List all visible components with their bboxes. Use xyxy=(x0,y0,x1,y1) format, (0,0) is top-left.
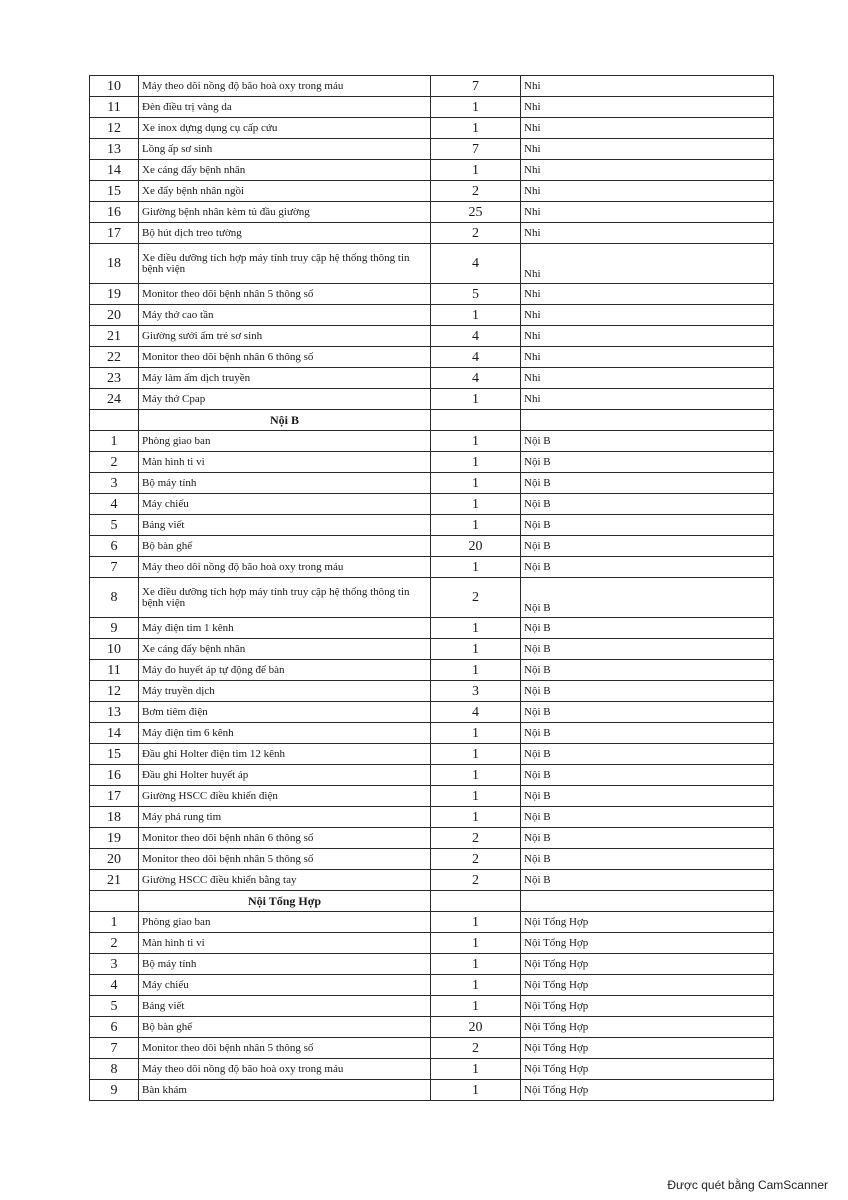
table-row xyxy=(90,97,774,118)
quantity-cell: 1 xyxy=(431,618,521,639)
department-cell: Nội B xyxy=(521,618,774,639)
department-cell: Nhi xyxy=(521,118,774,139)
quantity-cell: 1 xyxy=(431,723,521,744)
quantity-cell: 1 xyxy=(431,473,521,494)
row-number-cell: 20 xyxy=(90,305,139,326)
row-number-cell: 21 xyxy=(90,326,139,347)
item-name-cell: Giường HSCC điều khiển bằng tay xyxy=(139,870,431,891)
quantity-cell: 2 xyxy=(431,223,521,244)
camscanner-footer: Được quét bằng CamScanner xyxy=(667,1178,828,1192)
table-row xyxy=(90,160,774,181)
table-row xyxy=(90,786,774,807)
row-number-cell: 24 xyxy=(90,389,139,410)
department-cell: Nội B xyxy=(521,849,774,870)
item-name-cell: Máy chiếu xyxy=(139,975,431,996)
department-cell: Nội B xyxy=(521,828,774,849)
department-cell: Nhi xyxy=(521,181,774,202)
department-cell: Nội B xyxy=(521,807,774,828)
item-name-cell: Xe điều dưỡng tích hợp máy tính truy cập hệ thống thông tin bệnh viện xyxy=(139,578,431,618)
quantity-cell: 2 xyxy=(431,181,521,202)
table-row xyxy=(90,305,774,326)
table-row xyxy=(90,870,774,891)
quantity-cell: 1 xyxy=(431,954,521,975)
equipment-table xyxy=(89,75,774,1101)
row-number-cell: 18 xyxy=(90,244,139,284)
section-header-row xyxy=(90,891,774,912)
quantity-cell: 20 xyxy=(431,1017,521,1038)
row-number-cell: 11 xyxy=(90,97,139,118)
table-row xyxy=(90,1017,774,1038)
item-name-cell: Bảng viết xyxy=(139,515,431,536)
row-number-cell: 2 xyxy=(90,452,139,473)
section-header-row xyxy=(90,410,774,431)
department-cell: Nội B xyxy=(521,681,774,702)
row-number-cell: 3 xyxy=(90,954,139,975)
item-name-cell: Xe cáng đẩy bệnh nhân xyxy=(139,160,431,181)
quantity-cell: 2 xyxy=(431,849,521,870)
quantity-cell: 1 xyxy=(431,494,521,515)
quantity-cell: 1 xyxy=(431,431,521,452)
department-cell: Nội B xyxy=(521,639,774,660)
table-row xyxy=(90,557,774,578)
row-number-cell: 17 xyxy=(90,223,139,244)
quantity-cell: 1 xyxy=(431,996,521,1017)
quantity-cell: 1 xyxy=(431,975,521,996)
department-cell: Nhi xyxy=(521,389,774,410)
item-name-cell: Monitor theo dõi bệnh nhân 5 thông số xyxy=(139,849,431,870)
item-name-cell: Xe đẩy bệnh nhân ngồi xyxy=(139,181,431,202)
table-row xyxy=(90,202,774,223)
department-cell: Nội B xyxy=(521,723,774,744)
quantity-cell: 1 xyxy=(431,97,521,118)
quantity-cell: 4 xyxy=(431,368,521,389)
quantity-cell: 5 xyxy=(431,284,521,305)
row-number-cell: 13 xyxy=(90,139,139,160)
table-row xyxy=(90,494,774,515)
quantity-cell: 2 xyxy=(431,1038,521,1059)
department-cell: Nội B xyxy=(521,452,774,473)
item-name-cell: Xe inox dựng dụng cụ cấp cứu xyxy=(139,118,431,139)
row-number-cell: 14 xyxy=(90,160,139,181)
table-row xyxy=(90,181,774,202)
table-row xyxy=(90,389,774,410)
table-row xyxy=(90,473,774,494)
department-cell: Nhi xyxy=(521,76,774,97)
department-cell: Nội Tổng Hợp xyxy=(521,996,774,1017)
department-cell: Nội B xyxy=(521,431,774,452)
row-number-cell: 11 xyxy=(90,660,139,681)
item-name-cell: Máy thở cao tần xyxy=(139,305,431,326)
department-cell: Nhi xyxy=(521,97,774,118)
item-name-cell: Monitor theo dõi bệnh nhân 5 thông số xyxy=(139,1038,431,1059)
quantity-cell: 7 xyxy=(431,139,521,160)
department-cell: Nhi xyxy=(521,305,774,326)
quantity-cell: 1 xyxy=(431,305,521,326)
row-number-cell: 12 xyxy=(90,681,139,702)
item-name-cell: Màn hình ti vi xyxy=(139,452,431,473)
row-number-cell: 7 xyxy=(90,557,139,578)
row-number-cell: 21 xyxy=(90,870,139,891)
item-name-cell: Máy theo dõi nồng độ bão hoà oxy trong máu xyxy=(139,1059,431,1080)
department-cell: Nhi xyxy=(521,244,774,284)
row-number-cell: 16 xyxy=(90,765,139,786)
item-name-cell: Bộ máy tính xyxy=(139,473,431,494)
quantity-cell: 4 xyxy=(431,326,521,347)
row-number-cell: 6 xyxy=(90,536,139,557)
quantity-cell: 2 xyxy=(431,828,521,849)
table-row xyxy=(90,76,774,97)
table-row xyxy=(90,139,774,160)
department-cell: Nhi xyxy=(521,202,774,223)
item-name-cell: Bộ hút dịch treo tường xyxy=(139,223,431,244)
department-cell: Nội B xyxy=(521,786,774,807)
department-cell: Nội B xyxy=(521,494,774,515)
department-cell: Nội Tổng Hợp xyxy=(521,954,774,975)
department-cell: Nội B xyxy=(521,660,774,681)
table-row xyxy=(90,681,774,702)
item-name-cell: Xe cáng đẩy bệnh nhân xyxy=(139,639,431,660)
table-row xyxy=(90,933,774,954)
row-number-cell: 12 xyxy=(90,118,139,139)
quantity-cell: 3 xyxy=(431,681,521,702)
table-row xyxy=(90,723,774,744)
item-name-cell: Đầu ghi Holter huyết áp xyxy=(139,765,431,786)
row-number-cell: 3 xyxy=(90,473,139,494)
item-name-cell: Máy theo dõi nồng độ bão hoà oxy trong máu xyxy=(139,557,431,578)
table-row xyxy=(90,912,774,933)
row-number-cell: 10 xyxy=(90,76,139,97)
row-number-cell: 9 xyxy=(90,1080,139,1101)
quantity-cell: 1 xyxy=(431,1080,521,1101)
row-number-cell: 15 xyxy=(90,181,139,202)
table-row xyxy=(90,244,774,284)
item-name-cell: Máy theo dõi nồng độ bão hoà oxy trong máu xyxy=(139,76,431,97)
quantity-cell: 7 xyxy=(431,76,521,97)
department-cell: Nội Tổng Hợp xyxy=(521,975,774,996)
table-row xyxy=(90,660,774,681)
department-cell: Nội B xyxy=(521,515,774,536)
table-row xyxy=(90,1038,774,1059)
department-cell: Nhi xyxy=(521,223,774,244)
row-number-cell: 20 xyxy=(90,849,139,870)
item-name-cell: Máy truyền dịch xyxy=(139,681,431,702)
section-title-cell: Nội Tổng Hợp xyxy=(139,891,431,912)
table-row xyxy=(90,326,774,347)
item-name-cell: Monitor theo dõi bệnh nhân 6 thông số xyxy=(139,347,431,368)
table-row xyxy=(90,431,774,452)
department-cell: Nội Tổng Hợp xyxy=(521,912,774,933)
quantity-cell: 1 xyxy=(431,786,521,807)
row-number-cell: 23 xyxy=(90,368,139,389)
item-name-cell: Máy đo huyết áp tự động để bàn xyxy=(139,660,431,681)
department-cell: Nội Tổng Hợp xyxy=(521,1059,774,1080)
item-name-cell: Bàn khám xyxy=(139,1080,431,1101)
row-number-cell: 1 xyxy=(90,912,139,933)
quantity-cell: 25 xyxy=(431,202,521,223)
table-row xyxy=(90,996,774,1017)
item-name-cell: Đèn điều trị vàng da xyxy=(139,97,431,118)
quantity-cell: 1 xyxy=(431,452,521,473)
item-name-cell: Phòng giao ban xyxy=(139,431,431,452)
department-cell: Nội B xyxy=(521,473,774,494)
table-row xyxy=(90,744,774,765)
table-row xyxy=(90,765,774,786)
quantity-cell: 4 xyxy=(431,702,521,723)
department-cell xyxy=(521,410,774,431)
quantity-cell: 1 xyxy=(431,557,521,578)
item-name-cell: Monitor theo dõi bệnh nhân 6 thông số xyxy=(139,828,431,849)
section-title-cell: Nội B xyxy=(139,410,431,431)
table-row xyxy=(90,639,774,660)
quantity-cell: 2 xyxy=(431,870,521,891)
department-cell: Nội B xyxy=(521,557,774,578)
table-row xyxy=(90,452,774,473)
quantity-cell: 1 xyxy=(431,515,521,536)
department-cell: Nội B xyxy=(521,536,774,557)
row-number-cell: 17 xyxy=(90,786,139,807)
item-name-cell: Giường HSCC điều khiển điện xyxy=(139,786,431,807)
quantity-cell: 1 xyxy=(431,744,521,765)
department-cell: Nhi xyxy=(521,326,774,347)
item-name-cell: Bộ bàn ghế xyxy=(139,1017,431,1038)
item-name-cell: Giường sưởi ấm trẻ sơ sinh xyxy=(139,326,431,347)
department-cell: Nội Tổng Hợp xyxy=(521,933,774,954)
row-number-cell: 7 xyxy=(90,1038,139,1059)
quantity-cell xyxy=(431,891,521,912)
item-name-cell: Lồng ấp sơ sinh xyxy=(139,139,431,160)
row-number-cell: 8 xyxy=(90,1059,139,1080)
item-name-cell: Máy chiếu xyxy=(139,494,431,515)
row-number-cell: 5 xyxy=(90,515,139,536)
table-row xyxy=(90,578,774,618)
quantity-cell: 1 xyxy=(431,1059,521,1080)
row-number-cell xyxy=(90,410,139,431)
quantity-cell: 4 xyxy=(431,347,521,368)
row-number-cell: 4 xyxy=(90,975,139,996)
department-cell: Nội Tổng Hợp xyxy=(521,1017,774,1038)
department-cell: Nội B xyxy=(521,578,774,618)
row-number-cell: 22 xyxy=(90,347,139,368)
table-row xyxy=(90,1080,774,1101)
row-number-cell: 8 xyxy=(90,578,139,618)
table-row xyxy=(90,118,774,139)
item-name-cell: Bơm tiêm điện xyxy=(139,702,431,723)
row-number-cell xyxy=(90,891,139,912)
table-row xyxy=(90,954,774,975)
quantity-cell: 1 xyxy=(431,639,521,660)
quantity-cell: 1 xyxy=(431,765,521,786)
table-row xyxy=(90,536,774,557)
table-row xyxy=(90,347,774,368)
department-cell: Nội B xyxy=(521,744,774,765)
department-cell: Nội B xyxy=(521,765,774,786)
department-cell: Nội B xyxy=(521,870,774,891)
quantity-cell: 1 xyxy=(431,118,521,139)
item-name-cell: Máy điện tim 6 kênh xyxy=(139,723,431,744)
quantity-cell: 4 xyxy=(431,244,521,284)
item-name-cell: Máy điện tim 1 kênh xyxy=(139,618,431,639)
row-number-cell: 6 xyxy=(90,1017,139,1038)
row-number-cell: 19 xyxy=(90,284,139,305)
table-row xyxy=(90,223,774,244)
department-cell: Nhi xyxy=(521,347,774,368)
department-cell: Nhi xyxy=(521,368,774,389)
table-row xyxy=(90,702,774,723)
row-number-cell: 16 xyxy=(90,202,139,223)
table-row xyxy=(90,515,774,536)
table-row xyxy=(90,849,774,870)
table-row xyxy=(90,284,774,305)
department-cell: Nội Tổng Hợp xyxy=(521,1080,774,1101)
quantity-cell: 1 xyxy=(431,807,521,828)
item-name-cell: Xe điều dưỡng tích hợp máy tính truy cập hệ thống thông tin bệnh viện xyxy=(139,244,431,284)
department-cell: Nhi xyxy=(521,160,774,181)
quantity-cell: 1 xyxy=(431,912,521,933)
quantity-cell: 1 xyxy=(431,933,521,954)
equipment-table-body xyxy=(90,76,774,1101)
row-number-cell: 2 xyxy=(90,933,139,954)
department-cell: Nội B xyxy=(521,702,774,723)
row-number-cell: 18 xyxy=(90,807,139,828)
item-name-cell: Máy thở Cpap xyxy=(139,389,431,410)
table-row xyxy=(90,368,774,389)
table-row xyxy=(90,828,774,849)
row-number-cell: 15 xyxy=(90,744,139,765)
item-name-cell: Monitor theo dõi bệnh nhân 5 thông số xyxy=(139,284,431,305)
row-number-cell: 4 xyxy=(90,494,139,515)
item-name-cell: Đầu ghi Holter điện tim 12 kênh xyxy=(139,744,431,765)
table-row xyxy=(90,807,774,828)
item-name-cell: Phòng giao ban xyxy=(139,912,431,933)
row-number-cell: 5 xyxy=(90,996,139,1017)
item-name-cell: Giường bệnh nhân kèm tủ đầu giường xyxy=(139,202,431,223)
row-number-cell: 19 xyxy=(90,828,139,849)
row-number-cell: 10 xyxy=(90,639,139,660)
table-row xyxy=(90,975,774,996)
item-name-cell: Bộ máy tính xyxy=(139,954,431,975)
quantity-cell xyxy=(431,410,521,431)
item-name-cell: Máy làm ấm dịch truyền xyxy=(139,368,431,389)
row-number-cell: 14 xyxy=(90,723,139,744)
table-row xyxy=(90,618,774,639)
quantity-cell: 2 xyxy=(431,578,521,618)
item-name-cell: Bộ bàn ghế xyxy=(139,536,431,557)
row-number-cell: 13 xyxy=(90,702,139,723)
department-cell: Nội Tổng Hợp xyxy=(521,1038,774,1059)
table-row xyxy=(90,1059,774,1080)
department-cell: Nhi xyxy=(521,139,774,160)
item-name-cell: Bảng viết xyxy=(139,996,431,1017)
item-name-cell: Máy phá rung tim xyxy=(139,807,431,828)
quantity-cell: 20 xyxy=(431,536,521,557)
row-number-cell: 1 xyxy=(90,431,139,452)
department-cell: Nhi xyxy=(521,284,774,305)
item-name-cell: Màn hình ti vi xyxy=(139,933,431,954)
quantity-cell: 1 xyxy=(431,389,521,410)
quantity-cell: 1 xyxy=(431,160,521,181)
row-number-cell: 9 xyxy=(90,618,139,639)
department-cell xyxy=(521,891,774,912)
quantity-cell: 1 xyxy=(431,660,521,681)
